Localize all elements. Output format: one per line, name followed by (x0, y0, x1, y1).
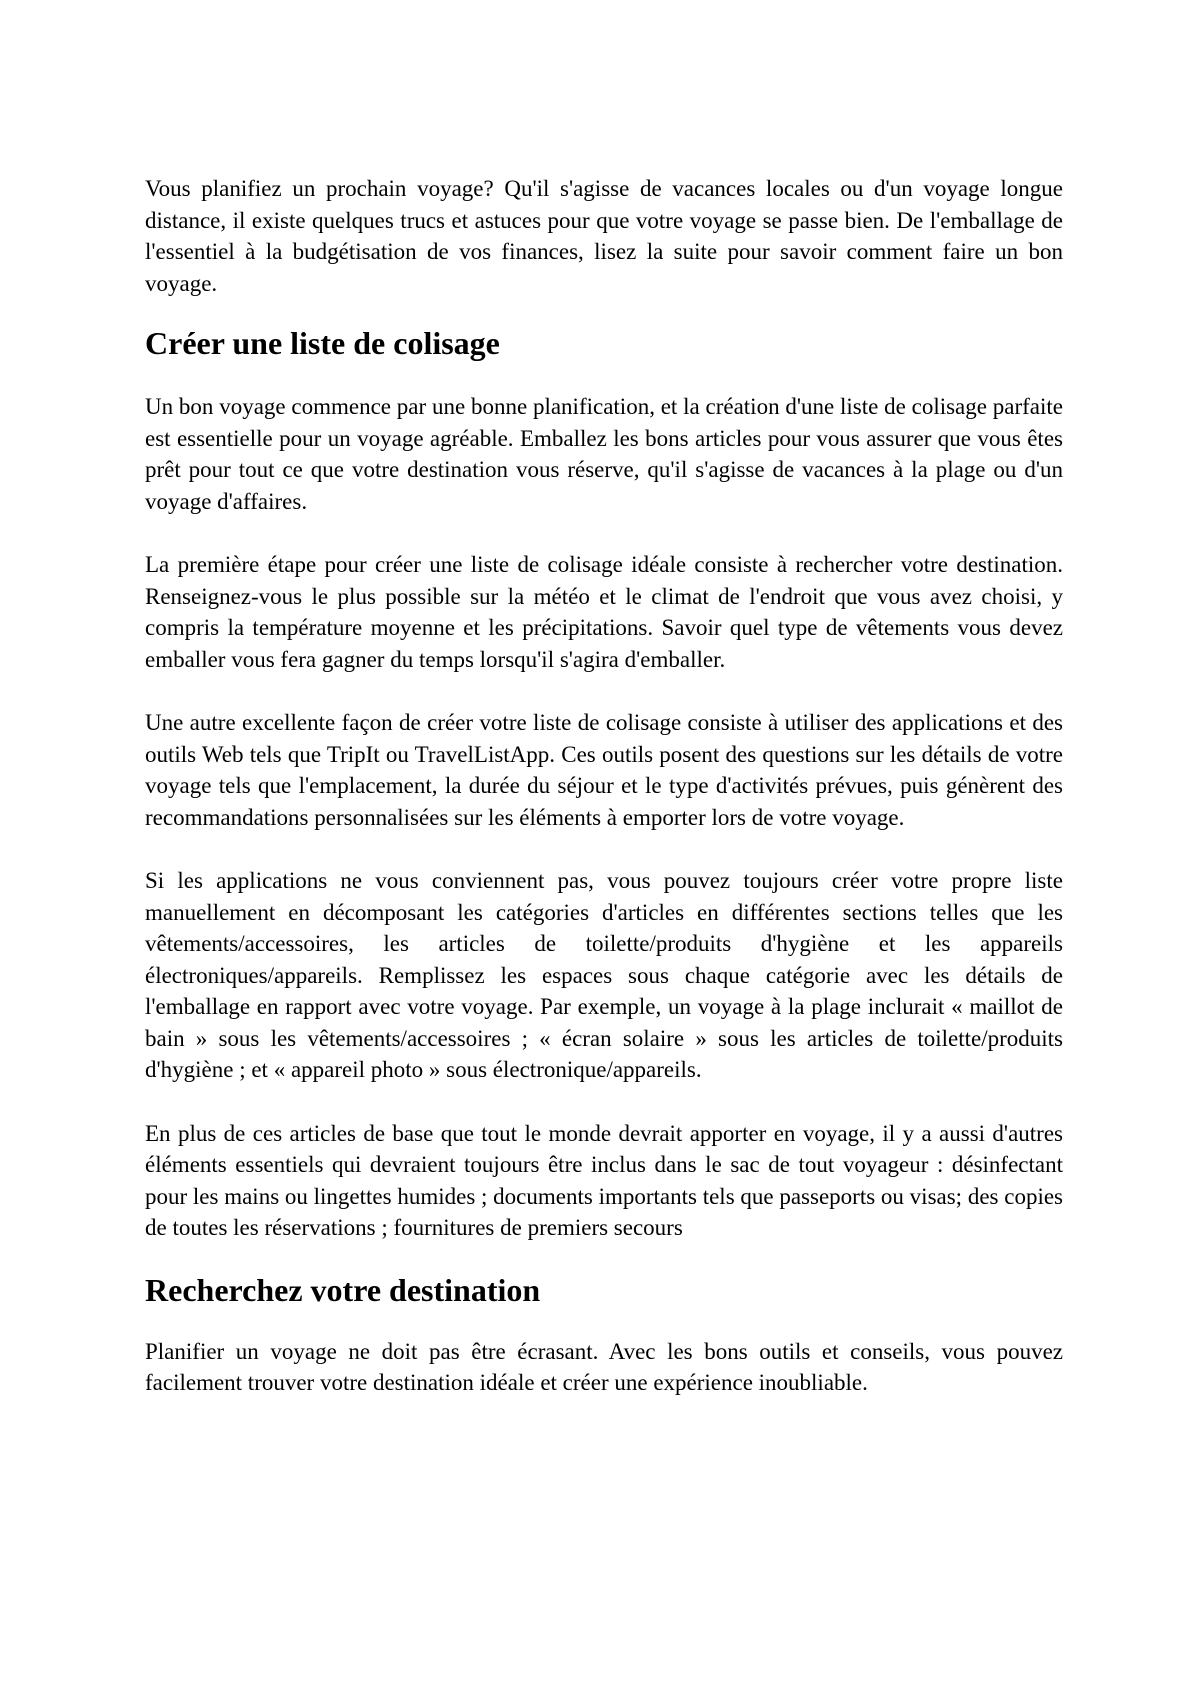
body-paragraph: Si les applications ne vous conviennent pas, vous pouvez toujours créer votre propre liste manuellement en décomposant les catégories d'articles en différentes sections telles que les vêtements/accessoires, les articles de toilette/produits d'hygiène et les appareils électroniques/appareils. Remplissez les espaces sous chaque catégorie avec les détails de l'emballage en rapport avec votre voyage. Par exemple, un voyage à la plage inclurait « maillot de bain » sous les vêtements/accessoires ; « écran solaire » sous les articles de toilette/produits d'hygiène ; et « appareil photo » sous électronique/appareils. (145, 868, 1063, 1082)
body-paragraph: La première étape pour créer une liste de colisage idéale consiste à rechercher votre destination. Renseignez-vous le plus possible sur la météo et le climat de l'endroit que vous avez choisi, y compris la température moyenne et les précipitations. Savoir quel type de vêtements vous devez emballer vous fera gagner du temps lorsqu'il s'agira d'emballer. (145, 552, 1063, 672)
body-paragraph: Un bon voyage commence par une bonne planification, et la création d'une liste de colisage parfaite est essentielle pour un voyage agréable. Emballez les bons articles pour vous assurer que vous êtes prêt pour tout ce que votre destination vous réserve, qu'il s'agisse de vacances à la plage ou d'un voyage d'affaires. (145, 394, 1063, 514)
body-paragraph: Planifier un voyage ne doit pas être écrasant. Avec les bons outils et conseils, vous pouvez facilement trouver votre destination idéale et créer une expérience inoubliable. (145, 1338, 1063, 1395)
section-heading: Créer une liste de colisage (145, 325, 500, 361)
section-heading: Recherchez votre destination (145, 1271, 541, 1308)
document-page (145, 173, 1063, 1399)
intro-paragraph: Vous planifiez un prochain voyage? Qu'il s'agisse de vacances locales ou d'un voyage longue distance, il existe quelques trucs et astuces pour que votre voyage se passe bien. De l'emballage de l'essentiel à la budgétisation de vos finances, lisez la suite pour savoir comment faire un bon voyage. (145, 176, 1063, 296)
body-paragraph: Une autre excellente façon de créer votre liste de colisage consiste à utiliser des applications et des outils Web tels que TripIt ou TravelListApp. Ces outils posent des questions sur les détails de votre voyage tels que l'emplacement, la durée du séjour et le type d'activités prévues, puis génèrent des recommandations personnalisées sur les éléments à emporter lors de votre voyage. (145, 710, 1063, 830)
body-paragraph: En plus de ces articles de base que tout le monde devrait apporter en voyage, il y a aussi d'autres éléments essentiels qui devraient toujours être inclus dans le sac de tout voyageur : désinfectant pour les mains ou lingettes humides ; documents importants tels que passeports ou visas; des copies de toutes les réservations ; fournitures de premiers secours (145, 1120, 1063, 1240)
